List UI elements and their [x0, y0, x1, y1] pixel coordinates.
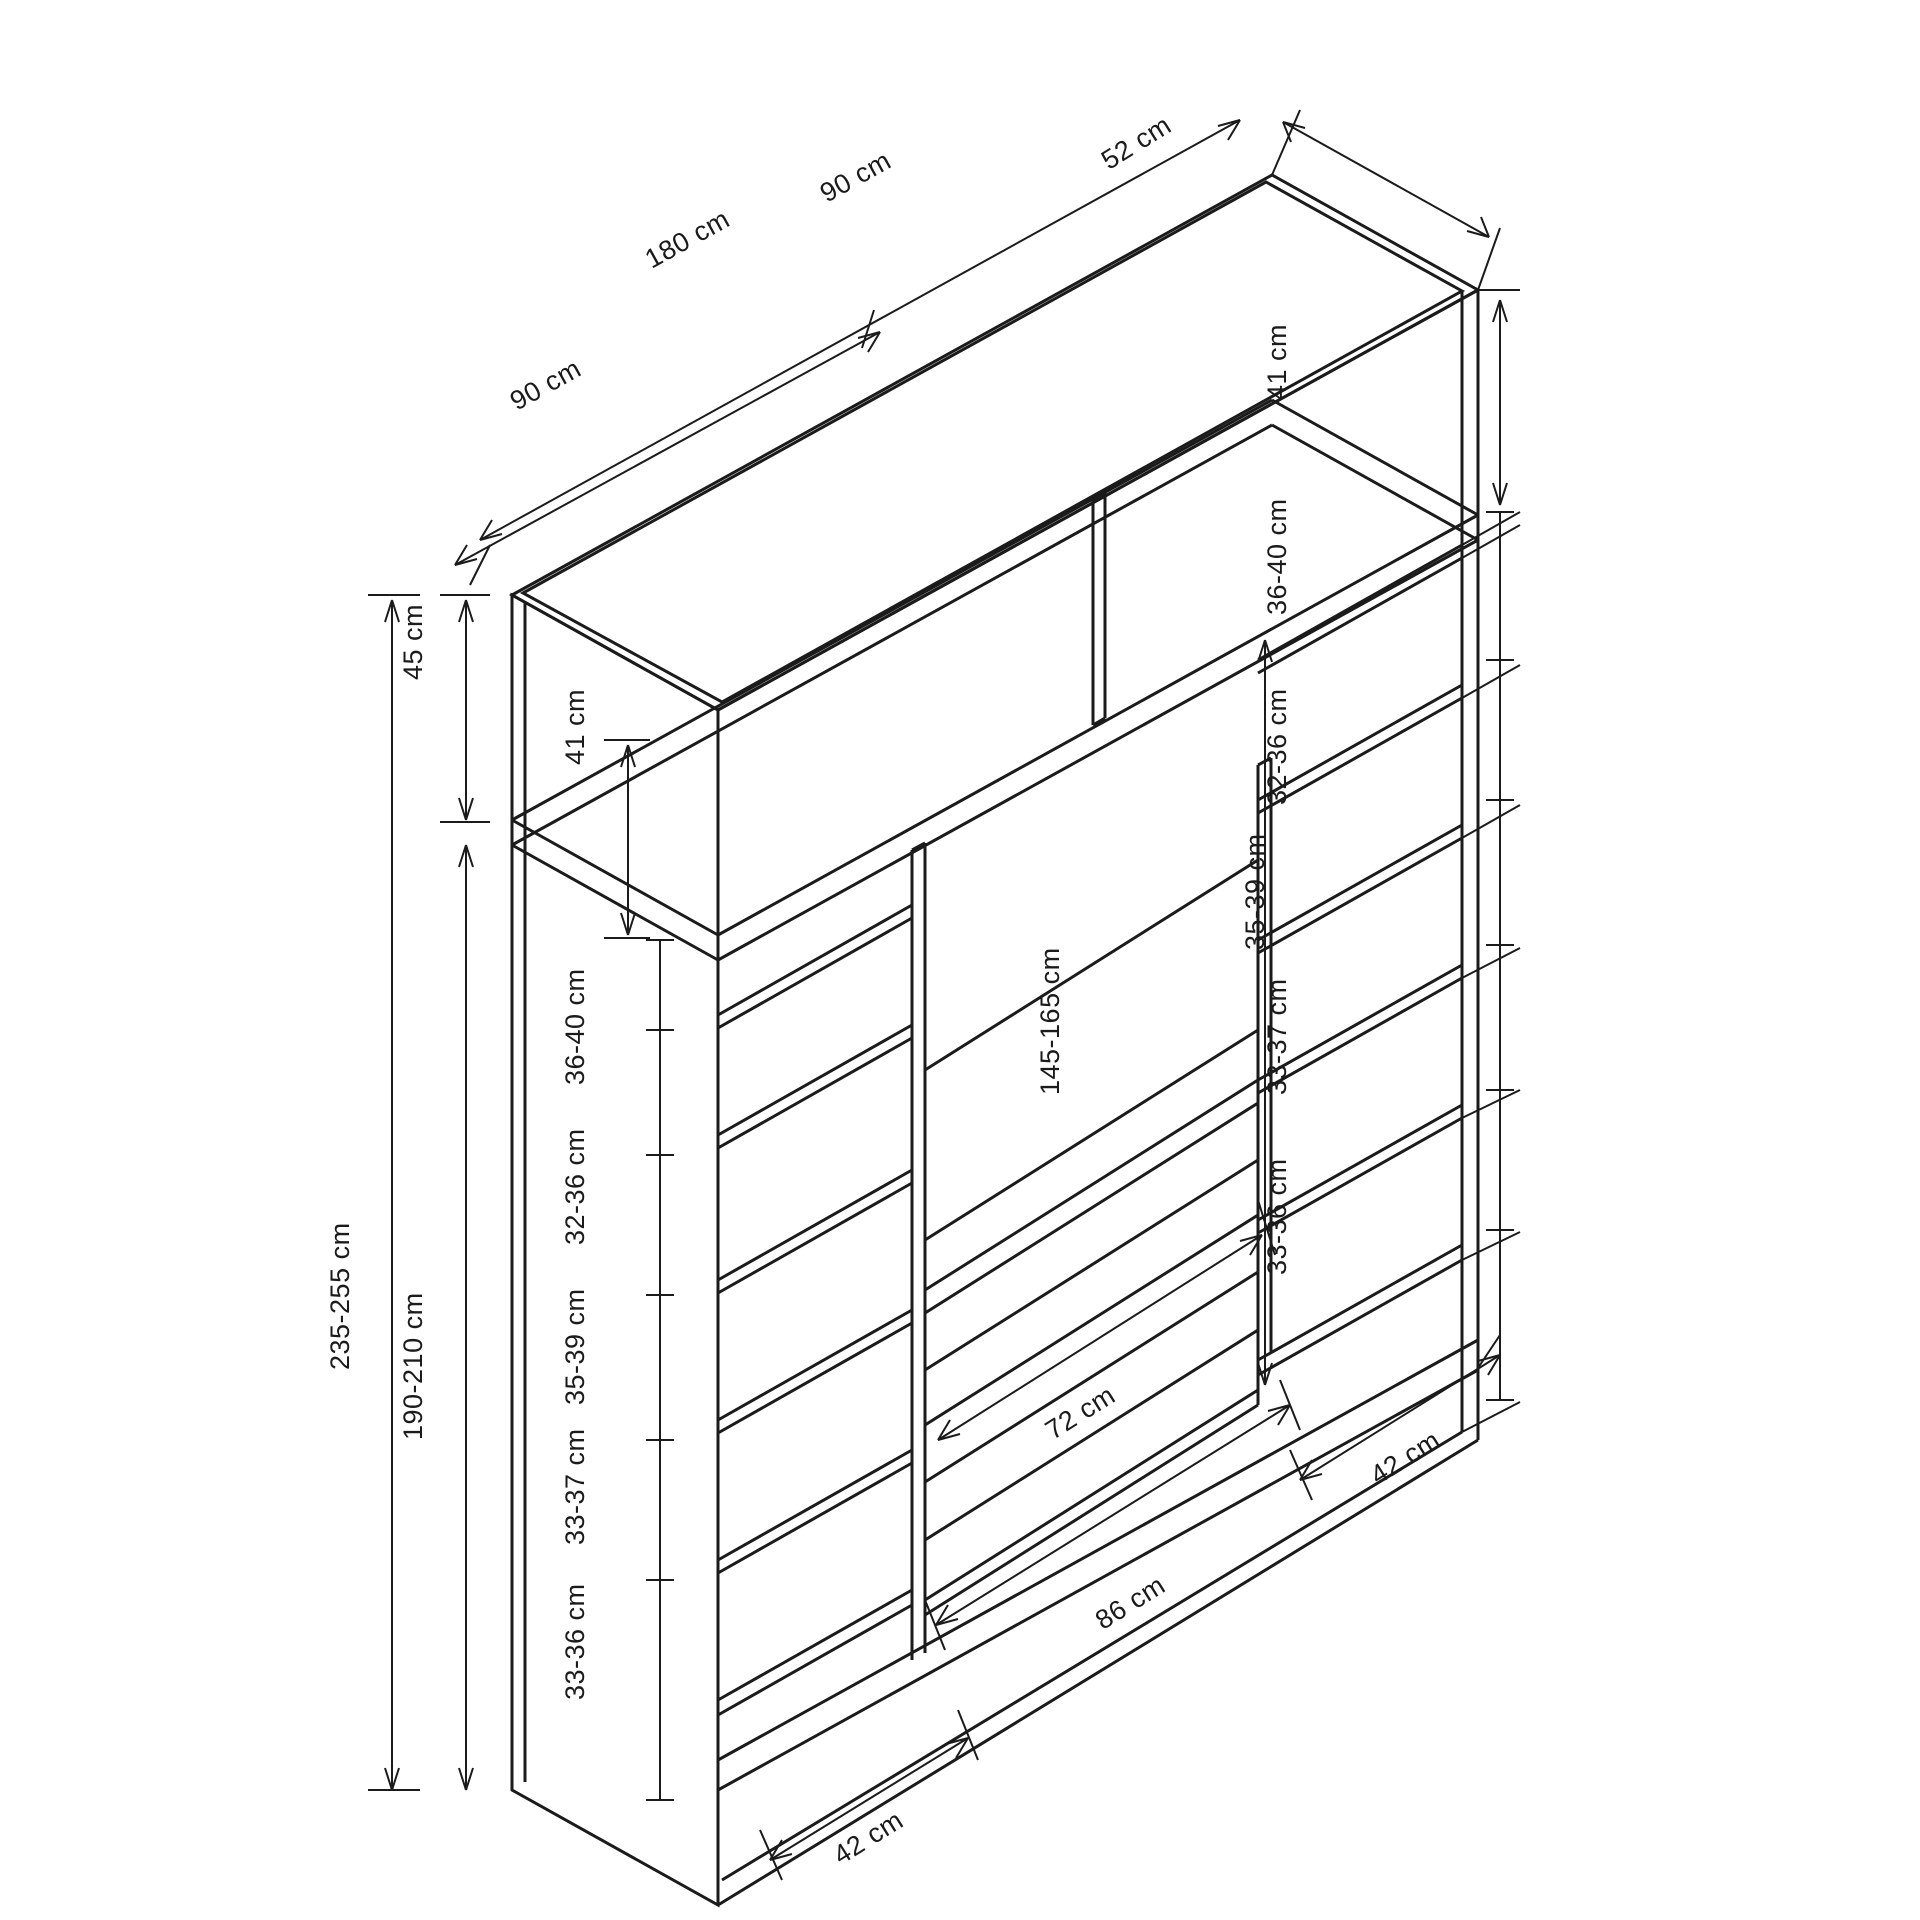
dim-86-ext2	[1280, 1380, 1300, 1430]
top-band-front-left	[512, 820, 718, 935]
left-shelf-5-back	[718, 1463, 912, 1573]
dim-41-right-ext2	[1462, 512, 1520, 545]
left-shelf-4-back	[718, 1323, 912, 1433]
dim-label-hanging: 145-165 cm	[1035, 947, 1065, 1095]
dim-label-86cm: 86 cm	[1090, 1569, 1171, 1636]
dim-label-left-gap-1: 36-40 cm	[560, 968, 590, 1085]
right-bottom-back	[1258, 1260, 1462, 1375]
dim-label-left-41cm: 41 cm	[560, 688, 590, 765]
top-compartment-shelf-front	[512, 400, 1272, 820]
dim-label-right-gap-2: 32-36 cm	[1262, 688, 1292, 805]
top-compartment-back-lower	[718, 515, 1478, 935]
right-shelf-3-back	[1258, 838, 1462, 953]
drawer-top-face	[925, 1080, 1258, 1313]
dim-52-ext-1	[1272, 110, 1300, 175]
dim-label-right-gap-1: 36-40 cm	[1262, 498, 1292, 615]
cabinet-bottom-front-inner	[722, 1432, 1462, 1880]
dim-52	[1283, 122, 1489, 237]
dim-86	[936, 1405, 1290, 1625]
dim-label-right-gap-3: 35-39 cm	[1240, 833, 1270, 950]
dim-right-ext1	[1462, 525, 1520, 558]
dim-right-ext7	[1462, 1402, 1520, 1432]
dim-label-total-height: 235-255 cm	[325, 1222, 355, 1370]
dim-label-72cm: 72 cm	[1040, 1379, 1121, 1446]
dim-label-180cm: 180 cm	[640, 203, 735, 275]
dim-label-left-gap-3: 35-39 cm	[560, 1288, 590, 1405]
dim-label-left-42cm: 42 cm	[828, 1804, 909, 1871]
dim-label-left-gap-4: 33-37 cm	[560, 1428, 590, 1545]
top-compartment-shelf-front-2	[512, 425, 1272, 845]
left-shelf-1-back	[718, 918, 912, 1028]
dim-right-ext2	[1462, 665, 1520, 698]
dim-right-ext4	[1462, 948, 1520, 978]
top-compartment-back-edge	[718, 290, 1478, 710]
dim-label-right-gap-4: 33-37 cm	[1262, 978, 1292, 1095]
dim-label-body-height: 190-210 cm	[398, 1292, 428, 1440]
plinth-front	[718, 1370, 1478, 1790]
middle-inner-back-diag2	[925, 860, 1258, 1070]
dim-label-right-gap-5: 33-36 cm	[1262, 1158, 1292, 1275]
drawer-divider-line	[925, 1160, 1258, 1370]
main-top-shelf-front	[718, 540, 1478, 960]
left-shelf-4-front	[718, 1310, 912, 1420]
dim-label-52cm: 52 cm	[1096, 109, 1177, 176]
left-shelf-3-back	[718, 1183, 912, 1293]
cabinet-left-side	[512, 595, 718, 1905]
left-shelf-2-front	[718, 1025, 912, 1135]
top-compartment-shelf-right-2	[1272, 425, 1478, 540]
dim-label-right-41cm: 41 cm	[1262, 323, 1292, 400]
dim-52-ext-2	[1478, 228, 1500, 290]
left-shelf-5-front	[718, 1450, 912, 1560]
dim-90-left	[455, 332, 880, 565]
dim-label-45cm: 45 cm	[398, 603, 428, 680]
drawer-lower-divider	[925, 1272, 1258, 1482]
dim-label-right-42cm: 42 cm	[1365, 1424, 1446, 1491]
top-compartment-shelf-right	[1272, 400, 1478, 515]
dim-right-ext6	[1462, 1232, 1520, 1260]
dim-label-top-right-90cm: 90 cm	[815, 145, 897, 209]
dim-right-ext5	[1462, 1090, 1520, 1118]
left-shelf-3-front	[718, 1170, 912, 1280]
dim-label-left-gap-2: 32-36 cm	[560, 1128, 590, 1245]
dim-label-top-left-90cm: 90 cm	[505, 353, 587, 417]
dim-label-left-gap-5: 33-36 cm	[560, 1583, 590, 1700]
left-shelf-2-back	[718, 1038, 912, 1148]
top-band-front-left-2	[512, 845, 718, 960]
left-shelf-1-front	[718, 905, 912, 1015]
right-shelf-3-front	[1258, 825, 1462, 940]
left-bottom-front	[718, 1590, 912, 1700]
dim-right-ext3	[1462, 805, 1520, 838]
